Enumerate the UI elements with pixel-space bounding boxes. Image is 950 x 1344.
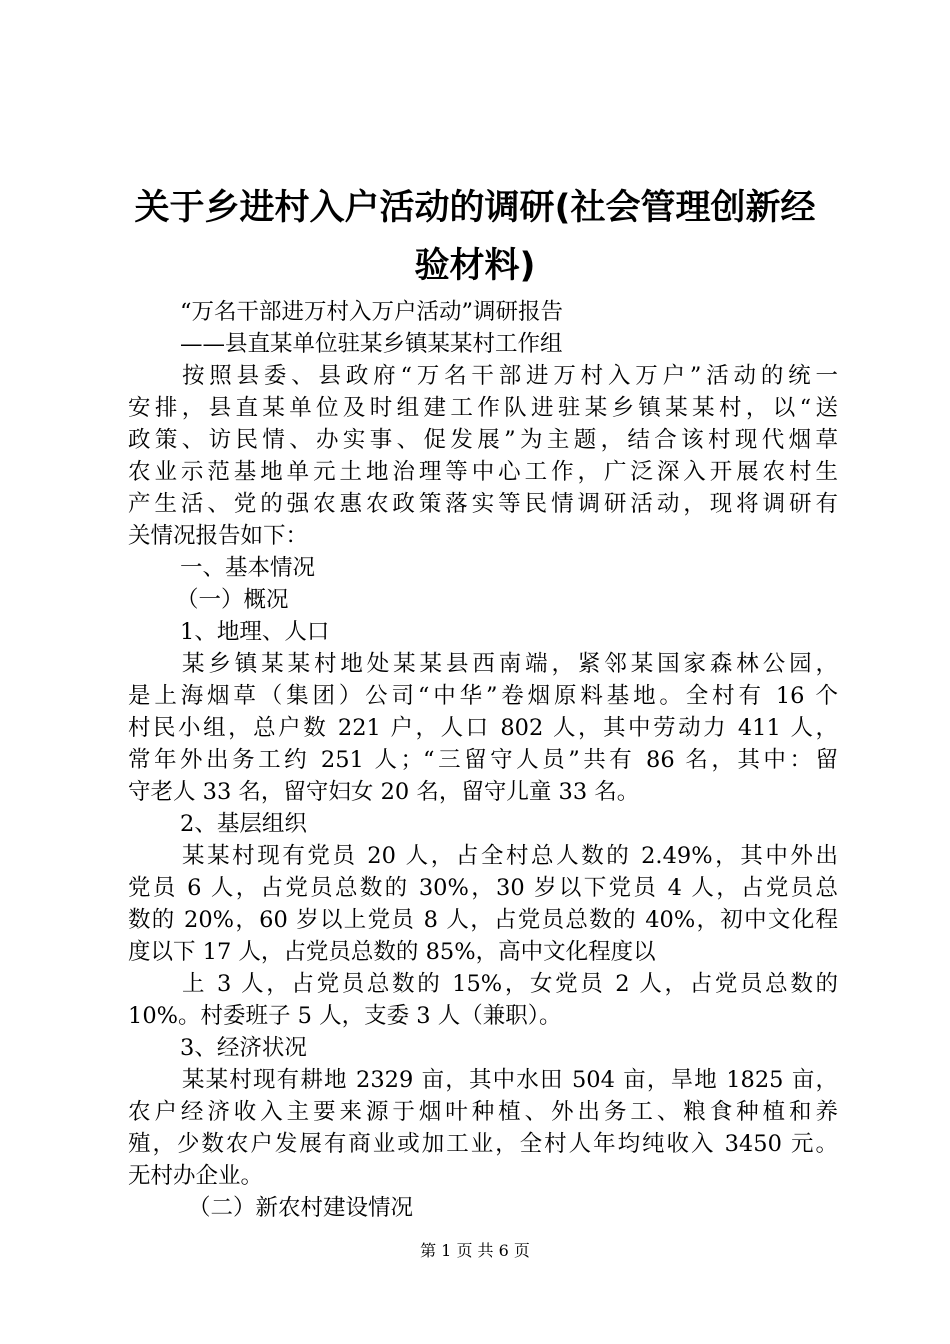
page-footer: 第 1 页 共 6 页: [420, 1241, 530, 1260]
item-heading: 3、经济状况: [180, 1035, 307, 1061]
paragraph-line: 守老人 33 名，留守妇女 20 名，留守儿童 33 名。: [128, 779, 640, 805]
report-subheading: ——县直某单位驻某乡镇某某村工作组: [180, 331, 563, 357]
paragraph-line: 农业示范基地单元土地治理等中心工作，广泛深入开展农村生: [128, 459, 838, 485]
report-heading: “万名干部进万村入万户活动”调研报告: [180, 299, 564, 325]
paragraph-line: 党员 6 人，占党员总数的 30%，30 岁以下党员 4 人，占党员总: [128, 875, 838, 901]
paragraph-line: 产生活、党的强农惠农政策落实等民情调研活动，现将调研有: [128, 491, 838, 517]
paragraph-line: 农户经济收入主要来源于烟叶种植、外出务工、粮食种植和养: [128, 1099, 838, 1125]
paragraph-line: 村民小组，总户数 221 户，人口 802 人，其中劳动力 411 人，: [128, 715, 838, 741]
paragraph-line: 政策、访民情、办实事、促发展”为主题，结合该村现代烟草: [128, 427, 838, 453]
paragraph-line: 是上海烟草（集团）公司“中华”卷烟原料基地。全村有 16 个: [128, 683, 838, 709]
paragraph-line: 某乡镇某某村地处某某县西南端，紧邻某国家森林公园，: [182, 651, 838, 677]
document-title-line-2: 验材料): [414, 246, 536, 286]
paragraph-line: 某某村现有耕地 2329 亩，其中水田 504 亩，旱地 1825 亩，: [182, 1067, 838, 1093]
paragraph-line: 无村办企业。: [128, 1163, 264, 1189]
paragraph-line: 某某村现有党员 20 人，占全村总人数的 2.49%，其中外出: [182, 843, 838, 869]
section-heading: 一、基本情况: [180, 555, 316, 581]
paragraph-line: 关情况报告如下：: [128, 523, 309, 549]
paragraph-line: 按照县委、县政府“万名干部进万村入万户”活动的统一: [182, 363, 838, 389]
document-title-line-1: 关于乡进村入户活动的调研(社会管理创新经: [134, 188, 816, 228]
paragraph-line: 常年外出务工约 251 人；“三留守人员”共有 86 名，其中：留: [128, 747, 838, 773]
paragraph-line: 安排，县直某单位及时组建工作队进驻某乡镇某某村，以“送: [128, 395, 838, 421]
paragraph-line: 上 3 人，占党员总数的 15%，女党员 2 人，占党员总数的: [182, 971, 838, 997]
item-heading: 2、基层组织: [180, 811, 307, 837]
paragraph-line: 度以下 17 人，占党员总数的 85%，高中文化程度以: [128, 939, 656, 965]
subsection-heading: （二）新农村建设情况: [188, 1195, 414, 1221]
paragraph-line: 数的 20%，60 岁以上党员 8 人，占党员总数的 40%，初中文化程: [128, 907, 838, 933]
item-heading: 1、地理、人口: [180, 619, 330, 645]
paragraph-line: 殖，少数农户发展有商业或加工业，全村人年均纯收入 3450 元。: [128, 1131, 838, 1157]
subsection-heading: （一）概况: [176, 587, 289, 613]
paragraph-line: 10%。村委班子 5 人，支委 3 人（兼职）。: [128, 1003, 562, 1029]
